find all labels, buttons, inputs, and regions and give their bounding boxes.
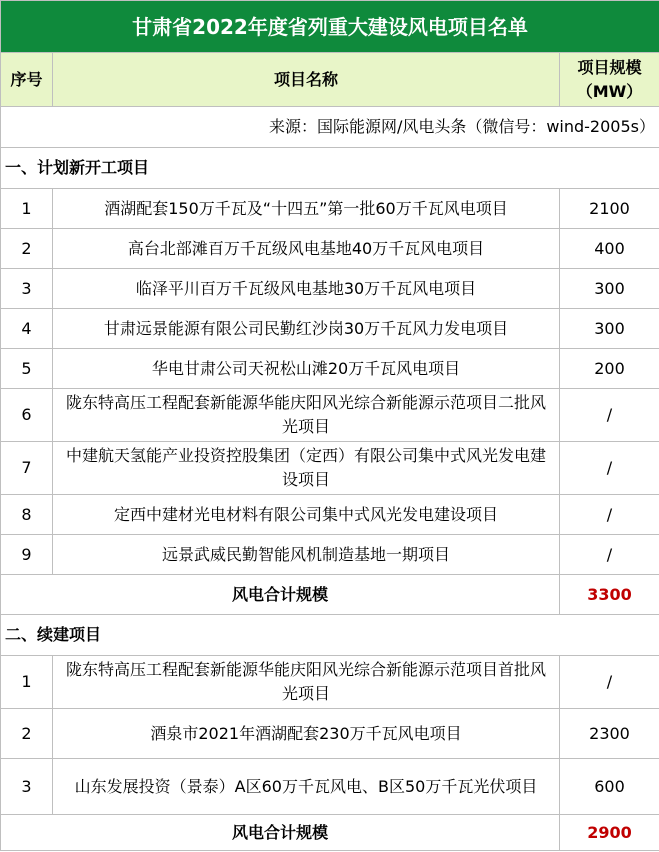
row-scale: / (560, 535, 659, 575)
row-scale: / (560, 389, 659, 442)
total-value: 3300 (560, 575, 659, 615)
row-no: 4 (1, 309, 53, 349)
row-name: 中建航天氢能产业投资控股集团（定西）有限公司集中式风光发电建设项目 (53, 442, 560, 495)
total-row (1, 815, 659, 851)
row-no: 6 (1, 389, 53, 442)
source-note: 来源：国际能源网/风电头条（微信号：wind-2005s） (1, 107, 659, 148)
section-title: 一、计划新开工项目 (1, 148, 659, 189)
row-scale: / (560, 656, 659, 709)
table-row (1, 442, 659, 495)
header-scale: 项目规模（MW） (560, 53, 659, 107)
row-no: 3 (1, 269, 53, 309)
table-row (1, 535, 659, 575)
header-name: 项目名称 (53, 53, 560, 107)
total-row (1, 575, 659, 615)
row-name: 高台北部滩百万千瓦级风电基地40万千瓦风电项目 (53, 229, 560, 269)
row-no: 2 (1, 229, 53, 269)
row-name: 山东发展投资（景泰）A区60万千瓦风电、B区50万千瓦光伏项目 (53, 759, 560, 815)
header-row (1, 53, 659, 107)
table-row (1, 656, 659, 709)
row-scale: 2100 (560, 189, 659, 229)
row-no: 9 (1, 535, 53, 575)
row-name: 华电甘肃公司天祝松山滩20万千瓦风电项目 (53, 349, 560, 389)
table-row (1, 189, 659, 229)
table-title: 甘肃省2022年度省列重大建设风电项目名单 (1, 1, 659, 53)
row-scale: 400 (560, 229, 659, 269)
header-no: 序号 (1, 53, 53, 107)
row-no: 5 (1, 349, 53, 389)
row-no: 3 (1, 759, 53, 815)
table-row (1, 709, 659, 759)
row-name: 陇东特高压工程配套新能源华能庆阳风光综合新能源示范项目二批风光项目 (53, 389, 560, 442)
total-label: 风电合计规模 (1, 575, 560, 615)
row-scale: 600 (560, 759, 659, 815)
total-label: 风电合计规模 (1, 815, 560, 851)
row-no: 8 (1, 495, 53, 535)
row-no: 1 (1, 656, 53, 709)
section-title: 二、续建项目 (1, 615, 659, 656)
table-row (1, 309, 659, 349)
section-row (1, 148, 659, 189)
table-row (1, 389, 659, 442)
source-row (1, 107, 659, 148)
row-name: 酒湖配套150万千瓦及“十四五”第一批60万千瓦风电项目 (53, 189, 560, 229)
table-row (1, 269, 659, 309)
row-scale: 300 (560, 269, 659, 309)
row-scale: / (560, 442, 659, 495)
table-row (1, 759, 659, 815)
table-row (1, 495, 659, 535)
row-scale: 200 (560, 349, 659, 389)
row-name: 定西中建材光电材料有限公司集中式风光发电建设项目 (53, 495, 560, 535)
row-name: 远景武威民勤智能风机制造基地一期项目 (53, 535, 560, 575)
row-scale: 300 (560, 309, 659, 349)
row-name: 甘肃远景能源有限公司民勤红沙岗30万千瓦风力发电项目 (53, 309, 560, 349)
table-row (1, 229, 659, 269)
row-no: 2 (1, 709, 53, 759)
row-name: 临泽平川百万千瓦级风电基地30万千瓦风电项目 (53, 269, 560, 309)
section-row (1, 615, 659, 656)
row-no: 1 (1, 189, 53, 229)
row-name: 酒泉市2021年酒湖配套230万千瓦风电项目 (53, 709, 560, 759)
title-row (1, 1, 659, 53)
total-value: 2900 (560, 815, 659, 851)
table-row (1, 349, 659, 389)
row-no: 7 (1, 442, 53, 495)
row-scale: / (560, 495, 659, 535)
row-name: 陇东特高压工程配套新能源华能庆阳风光综合新能源示范项目首批风光项目 (53, 656, 560, 709)
row-scale: 2300 (560, 709, 659, 759)
